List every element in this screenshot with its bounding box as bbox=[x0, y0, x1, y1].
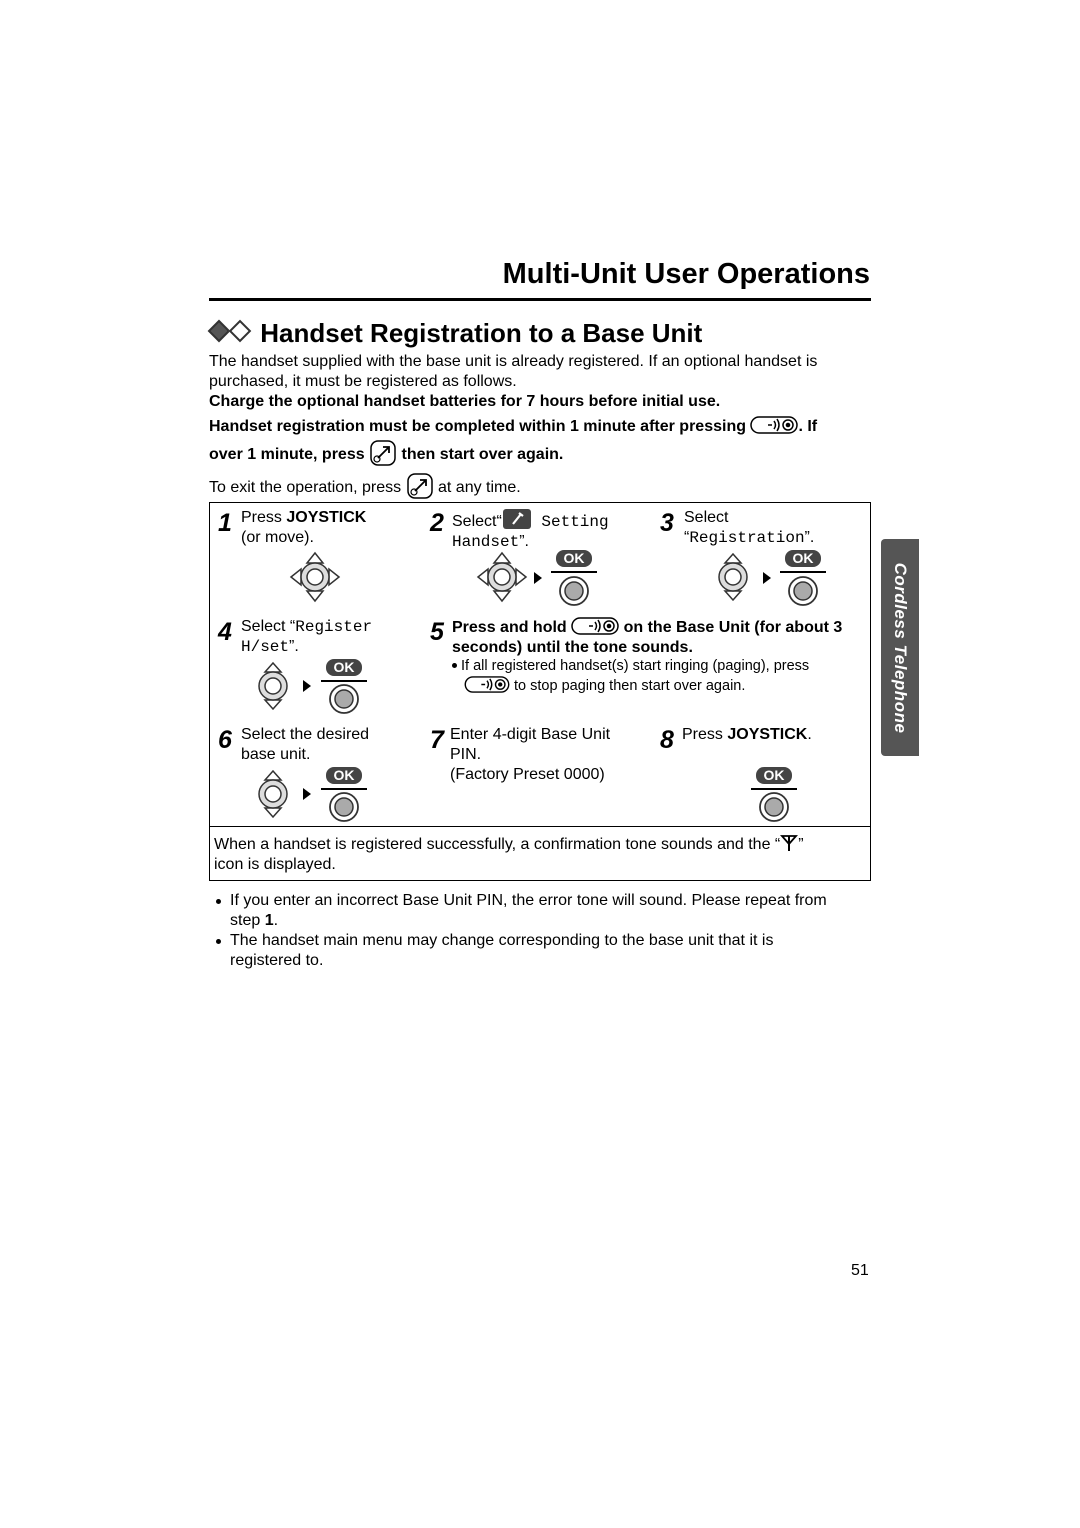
joystick-icon bbox=[289, 551, 341, 603]
menu-item-setting: Setting bbox=[531, 513, 609, 531]
intro-line: purchased, it must be registered as follows. bbox=[209, 373, 517, 390]
step-text bbox=[452, 617, 842, 658]
bullet-icon bbox=[216, 899, 221, 904]
joystick-icon bbox=[476, 551, 528, 603]
charge-note: Charge the optional handset batteries for 7 hours before initial use. bbox=[209, 393, 721, 410]
bullet-list bbox=[214, 891, 874, 971]
header-rule bbox=[209, 298, 871, 301]
step-text bbox=[241, 508, 366, 548]
bullet-item bbox=[214, 931, 874, 971]
registration-note-text: then start over again. bbox=[401, 446, 564, 463]
bullet-text: registered to. bbox=[230, 952, 324, 969]
intro-line: The handset supplied with the base unit is already registered. If an optional handset is bbox=[209, 353, 818, 370]
step-number: 1 bbox=[218, 509, 232, 537]
joystick-updown-icon bbox=[256, 662, 290, 710]
ok-softkey-group bbox=[780, 550, 826, 573]
ok-softkey-group bbox=[321, 767, 367, 790]
registration-note-2 bbox=[209, 439, 563, 467]
bullet-text: The handset main menu may change corresponding to the base unit that it is bbox=[230, 932, 774, 949]
bullet-icon bbox=[216, 939, 221, 944]
locator-key-icon bbox=[464, 676, 510, 693]
step-number: 6 bbox=[218, 726, 232, 754]
step-number: 7 bbox=[430, 726, 444, 754]
step-text bbox=[684, 508, 814, 548]
ok-softkey-group bbox=[751, 767, 797, 790]
exit-note-text: To exit the operation, press bbox=[209, 479, 402, 496]
note-text: If all registered handset(s) start ringing (paging), press bbox=[461, 658, 810, 674]
step-text-part: Select bbox=[684, 509, 729, 526]
step-text-part: Press bbox=[682, 726, 728, 743]
chapter-title: Multi-Unit User Operations bbox=[502, 258, 870, 290]
softkey-underline bbox=[551, 571, 597, 573]
setting-handset-icon bbox=[502, 508, 532, 530]
ok-softkey: OK bbox=[756, 767, 792, 784]
step-text-part: Select“ bbox=[452, 513, 502, 530]
section-title-text: Handset Registration to a Base Unit bbox=[260, 318, 703, 348]
press-circle-icon bbox=[758, 791, 790, 823]
ok-softkey-group bbox=[551, 550, 597, 573]
softkey-underline bbox=[321, 788, 367, 790]
step-number: 4 bbox=[218, 618, 232, 646]
step-text-part: (Factory Preset 0000) bbox=[450, 766, 605, 783]
arrow-right-icon bbox=[533, 571, 543, 585]
step-number: 3 bbox=[660, 509, 674, 537]
step-5-note bbox=[452, 657, 809, 696]
step-text-part: “ bbox=[684, 529, 690, 546]
step-text-part: Enter 4-digit Base Unit bbox=[450, 726, 611, 743]
confirmation-text: ” bbox=[798, 836, 804, 853]
registration-note-text: Handset registration must be completed within 1 minute after pressing bbox=[209, 418, 746, 435]
registration-note-text: . If bbox=[798, 418, 818, 435]
bullet-text: . bbox=[273, 912, 279, 929]
side-tab-label: Cordless Telephone bbox=[891, 562, 910, 733]
bullet-text-bold: 1 bbox=[264, 912, 274, 929]
ok-softkey: OK bbox=[556, 550, 592, 567]
step-text-part: base unit. bbox=[241, 746, 311, 763]
step-text bbox=[241, 617, 372, 657]
menu-item-handset: Handset bbox=[452, 533, 520, 551]
off-key-icon bbox=[369, 439, 397, 467]
step-number: 5 bbox=[430, 618, 444, 646]
softkey-underline bbox=[751, 788, 797, 790]
locator-key-icon bbox=[750, 416, 798, 434]
joystick-key-label: JOYSTICK bbox=[286, 509, 367, 526]
ok-softkey: OK bbox=[326, 659, 362, 676]
confirmation-text: When a handset is registered successfully, a confirmation tone sounds and the “ bbox=[214, 836, 781, 853]
step-text-part: Select “ bbox=[241, 618, 296, 635]
press-circle-icon bbox=[787, 575, 819, 607]
press-circle-icon bbox=[558, 575, 590, 607]
step-text-part: seconds) until the tone sounds. bbox=[452, 639, 693, 656]
chapter-side-tab bbox=[881, 539, 919, 756]
arrow-right-icon bbox=[302, 679, 312, 693]
arrow-right-icon bbox=[302, 787, 312, 801]
step-text-part: ”. bbox=[289, 638, 299, 655]
step-text bbox=[452, 508, 609, 552]
step-text bbox=[450, 725, 610, 785]
confirmation-note bbox=[214, 834, 804, 875]
registration-note-text: over 1 minute, press bbox=[209, 446, 365, 463]
step-text-part: (or move). bbox=[241, 529, 314, 546]
softkey-underline bbox=[780, 571, 826, 573]
step-text-part: Press bbox=[241, 509, 287, 526]
step-text-part: . bbox=[807, 726, 812, 743]
antenna-icon bbox=[780, 834, 798, 852]
step-text-part: PIN. bbox=[450, 746, 482, 763]
softkey-underline bbox=[321, 680, 367, 682]
menu-item-register: Register bbox=[295, 618, 373, 636]
bullet-icon bbox=[452, 663, 457, 668]
section-title bbox=[211, 318, 702, 349]
step-number: 8 bbox=[660, 726, 674, 754]
step-number: 2 bbox=[430, 509, 444, 537]
step-text bbox=[241, 725, 369, 765]
ok-softkey: OK bbox=[326, 767, 362, 784]
bullet-text: step bbox=[230, 912, 265, 929]
bullet-item bbox=[214, 891, 874, 931]
intro-paragraph bbox=[209, 352, 874, 392]
arrow-right-icon bbox=[762, 571, 772, 585]
step-text-part: Select the desired bbox=[241, 726, 370, 743]
joystick-key-label: JOYSTICK bbox=[727, 726, 808, 743]
step-text-part: on the Base Unit (for about 3 bbox=[623, 619, 843, 636]
locator-key-icon bbox=[571, 617, 619, 635]
menu-item-registration: Registration bbox=[689, 529, 805, 547]
ok-softkey-group bbox=[321, 659, 367, 682]
exit-note bbox=[209, 472, 521, 500]
step-text-part: ”. bbox=[804, 529, 815, 546]
ok-softkey: OK bbox=[785, 550, 821, 567]
diamond-bullet-icon bbox=[208, 320, 231, 343]
bullet-text: If you enter an incorrect Base Unit PIN, the error tone will sound. Please repeat from bbox=[230, 892, 827, 909]
menu-item-hset: H/set bbox=[241, 638, 290, 656]
off-key-icon bbox=[406, 472, 434, 500]
press-circle-icon bbox=[328, 683, 360, 715]
diamond-bullet-icon bbox=[229, 320, 252, 343]
exit-note-text: at any time. bbox=[438, 479, 521, 496]
note-text: to stop paging then start over again. bbox=[514, 678, 746, 694]
steps-divider bbox=[209, 826, 871, 827]
press-circle-icon bbox=[328, 791, 360, 823]
step-text-part: Press and hold bbox=[452, 619, 567, 636]
page-number: 51 bbox=[851, 1262, 869, 1279]
joystick-updown-icon bbox=[716, 553, 750, 601]
step-text-part: ”. bbox=[519, 533, 529, 550]
registration-note bbox=[209, 416, 817, 437]
joystick-updown-icon bbox=[256, 770, 290, 818]
step-text bbox=[682, 725, 812, 745]
confirmation-text: icon is displayed. bbox=[214, 856, 336, 873]
